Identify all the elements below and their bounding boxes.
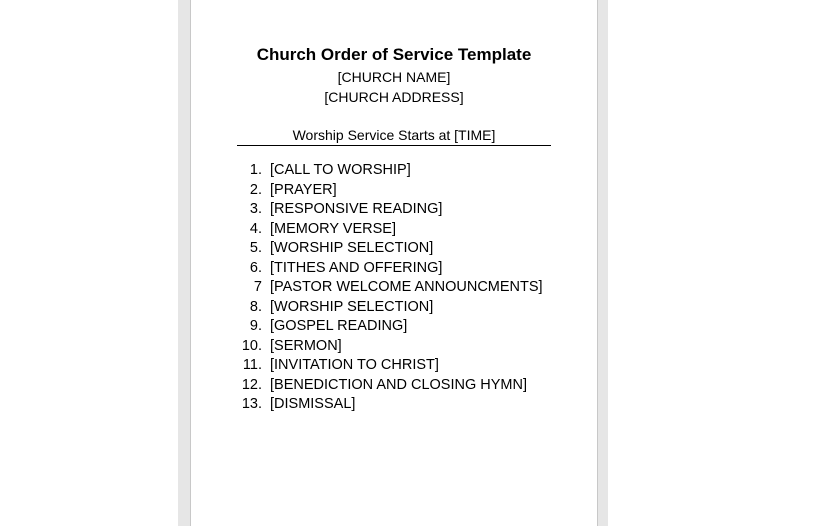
list-item-number: 3. [249, 201, 262, 217]
list-item-text: [CALL TO WORSHIP] [270, 162, 411, 178]
list-item-text: [BENEDICTION AND CLOSING HYMN] [270, 376, 528, 393]
list-item-number: 4. [249, 220, 262, 237]
list-item-number: 7 [253, 279, 262, 295]
list-item-number: 2. [249, 181, 262, 198]
list-item-number: 5. [249, 240, 262, 256]
list-item-text: [GOSPEL READING] [270, 318, 408, 334]
list-item-number: 1. [249, 162, 262, 178]
list-item-text: [TITHES AND OFFERING] [270, 259, 443, 276]
list-item [235, 239, 543, 259]
document-page[interactable] [190, 0, 598, 526]
list-item-number: 10. [241, 337, 262, 354]
list-item [235, 259, 543, 279]
list-item [235, 317, 543, 337]
list-item [235, 220, 543, 240]
service-start-line: Worship Service Starts at [TIME] [237, 127, 551, 146]
list-item-number: 9. [249, 318, 262, 334]
list-item-text: [WORSHIP SELECTION] [270, 298, 434, 315]
list-item [235, 298, 543, 318]
list-item [235, 278, 543, 298]
church-address-placeholder: [CHURCH ADDRESS] [324, 89, 464, 105]
list-item [235, 200, 543, 220]
list-item-text: [PASTOR WELCOME ANNOUNCMENTS] [270, 279, 543, 295]
list-item-number: 8. [249, 298, 262, 315]
list-item-text: [DISMISSAL] [270, 396, 356, 412]
document-title: Church Order of Service Template [256, 45, 532, 64]
list-item [235, 376, 543, 396]
list-item [235, 356, 543, 376]
list-item [235, 161, 543, 181]
list-item [235, 395, 543, 415]
list-item-text: [WORSHIP SELECTION] [270, 240, 434, 256]
list-item-text: [SERMON] [270, 337, 342, 354]
list-item-number: 6. [249, 259, 262, 276]
order-of-service-list [235, 161, 543, 415]
list-item-text: [PRAYER] [270, 181, 337, 198]
list-item [235, 181, 543, 201]
list-item-text: [INVITATION TO CHRIST] [270, 357, 439, 373]
list-item-number: 12. [241, 376, 262, 393]
list-item-text: [MEMORY VERSE] [270, 220, 396, 237]
list-item [235, 337, 543, 357]
list-item-text: [RESPONSIVE READING] [270, 201, 443, 217]
list-item-number: 11. [242, 357, 262, 373]
church-name-placeholder: [CHURCH NAME] [337, 69, 451, 85]
list-item-number: 13. [241, 396, 262, 412]
